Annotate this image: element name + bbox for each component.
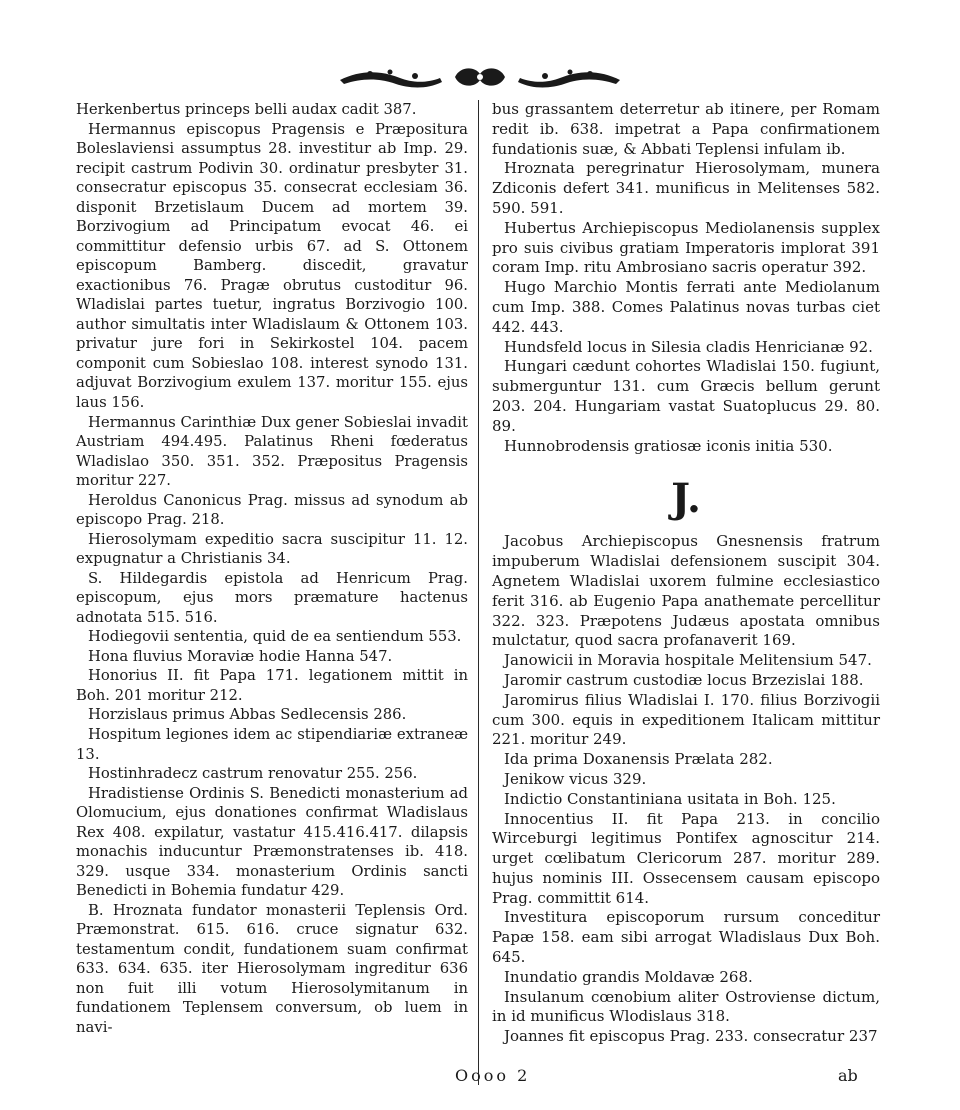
index-entry: Hunnobrodensis gratiosæ iconis initia 530.: [504, 436, 833, 455]
index-entry: Heroldus Canonicus Prag. missus ad synodum ab episcopo Prag. 218.: [76, 491, 468, 529]
index-entry: Herkenbertus princeps belli audax cadit 387.: [76, 101, 417, 118]
left-column: [76, 100, 468, 1038]
index-entry: Indictio Constantiniana usitata in Boh. 125.: [504, 789, 836, 808]
index-entry: Innocentius II. fit Papa 213. in concilio Wirceburgi legitimus Pontifex agnoscitur 214. urget cœlibatum Clericorum 287. moritur 289. hujus nominis III. Ossecensem causam episcopo Prag. committit 614.: [492, 809, 880, 907]
index-entry: Ida prima Doxanensis Prælata 282.: [504, 750, 773, 769]
index-entry: Jaromir castrum custodiæ locus Brzezislai 188.: [504, 670, 864, 689]
index-entry: Hospitum legiones idem ac stipendiariæ extraneæ 13.: [76, 726, 468, 763]
index-entry: Hundsfeld locus in Silesia cladis Henricianæ 92.: [504, 337, 873, 356]
index-entry: bus grassantem deterretur ab itinere, per Romam redit ib. 638. impetrat a Papa confirmationem fundationis suæ, & Abbati Teplensi infulam ib.: [492, 100, 880, 158]
index-entry: Honorius II. fit Papa 171. legationem mittit in Boh. 201 moritur 212.: [76, 667, 468, 704]
index-entry: Horzislaus primus Abbas Sedlecensis 286.: [88, 706, 407, 724]
index-entry: Hermannus Carinthiæ Dux gener Sobieslai invadit Austriam 494.495. Palatinus Rheni fœderatus Wladislao 350. 351. 352. Præpositus Pragensis moritur 227.: [76, 413, 468, 490]
index-entry: Investitura episcoporum rursum conceditur Papæ 158. eam sibi arrogat Wladislaus Dux Boh. 645.: [492, 908, 880, 967]
index-entry: Hradistiense Ordinis S. Benedicti monasterium ad Olomucium, ejus donationes confirmat Wladislaus Rex 408. expilatur, vastatur 415.416.417. dilapsis monachis inducuntur Præmonstratenses ib. 418. 329. usque 334. monasterium Ordinis sancti Benedicti in Bohemia fundatur 429.: [76, 784, 468, 900]
section-letter: J.: [671, 475, 701, 523]
index-entry: Jenikow vicus 329.: [504, 769, 647, 788]
right-column: [492, 100, 880, 1047]
index-entry: Hroznata peregrinatur Hierosolymam, munera Zdiconis defert 341. munificus in Melitenses 582. 590. 591.: [492, 159, 880, 217]
page-footer: [0, 1066, 960, 1092]
index-entry: Insulanum cœnobium aliter Ostroviense dictum, in id munificus Wlodislaus 318.: [492, 987, 880, 1026]
signature-mark: Oooo 2: [455, 1066, 531, 1085]
column-divider: [478, 100, 479, 1085]
index-entry: Hostinhradecz castrum renovatur 255. 256.: [88, 765, 418, 783]
index-entry: Hodiegovii sententia, quid de ea sentiendum 553.: [88, 628, 462, 646]
index-entry: Hubertus Archiepiscopus Mediolanensis supplex pro suis civibus gratiam Imperatoris implorat 391 coram Imp. ritu Ambrosiano sacris operatur 392.: [492, 218, 880, 277]
index-entry: Inundatio grandis Moldavæ 268.: [504, 967, 753, 986]
index-entry: S. Hildegardis epistola ad Henricum Prag. episcopum, ejus mors præmature hactenus adnotata 515. 516.: [76, 569, 468, 626]
index-entry: Hermannus episcopus Pragensis e Præpositura Boleslaviensi assumptus 28. investitur ab Imp. 29. recipit castrum Podivin 30. ordinatur presbyter 31. consecratur episcopus 35. consecrat ecclesiam 36. disponit Brzetislaum Ducem ad mortem 39. Borzivogium ad Principatum evocat 46. ei committitur defensio urbis 67. ad S. Ottonem episcopum Bamberg. discedit, gravatur exactionibus 76. Pragæ obrutus custoditur 96. Wladislai partes tuetur, ingratus Borzivogio 100. author simultatis inter Wladislaum & Ottonem 103. privatur jure fori in Sekirkostel 104. pacem componit cum Sobieslao 108. interest synodo 131. adjuvat Borzivogium exulem 137. moritur 155. ejus laus 156.: [76, 120, 468, 411]
index-entry: Jacobus Archiepiscopus Gnesnensis fratrum impuberum Wladislai defensionem suscipit 304. Agnetem Wladislai uxorem fulmine ecclesiastico ferit 316. ab Eugenio Papa anathemate percellitur 322. 323. Præpotens Judæus apostata omnibus mulctatur, quod sacra profanaverit 169.: [492, 532, 880, 650]
index-entry: Joannes fit episcopus Prag. 233. consecratur 237: [504, 1027, 878, 1046]
index-entry: Hona fluvius Moraviæ hodie Hanna 547.: [88, 647, 393, 665]
index-entry: Jaromirus filius Wladislai I. 170. filius Borzivogii cum 300. equis in expeditionem Italicam mittitur 221. moritur 249.: [492, 690, 880, 749]
index-entry: Janowicii in Moravia hospitale Melitensium 547.: [504, 651, 872, 670]
index-entry: Hugo Marchio Montis ferrati ante Mediolanum cum Imp. 388. Comes Palatinus novas turbas ciet 442. 443.: [492, 278, 880, 336]
index-entry: Hierosolymam expeditio sacra suscipitur 11. 12. expugnatur a Christianis 34.: [76, 530, 468, 568]
index-entry: Hungari cædunt cohortes Wladislai 150. fugiunt, submerguntur 131. cum Græcis bellum gerunt 203. 204. Hungariam vastat Suatoplucus 29. 80. 89.: [492, 357, 880, 435]
index-entry: B. Hroznata fundator monasterii Teplensis Ord. Præmonstrat. 615. 616. cruce signatur 632. testamentum condit, fundationem suam confirmat 633. 634. 635. iter Hierosolymam ingreditur 636 non fuit illi votum Hierosolymitanum in fundationem Teplensem conversum, ob luem in navi-: [76, 901, 468, 1036]
catchword: ab: [838, 1066, 858, 1085]
header-ornament-icon: [330, 62, 630, 92]
